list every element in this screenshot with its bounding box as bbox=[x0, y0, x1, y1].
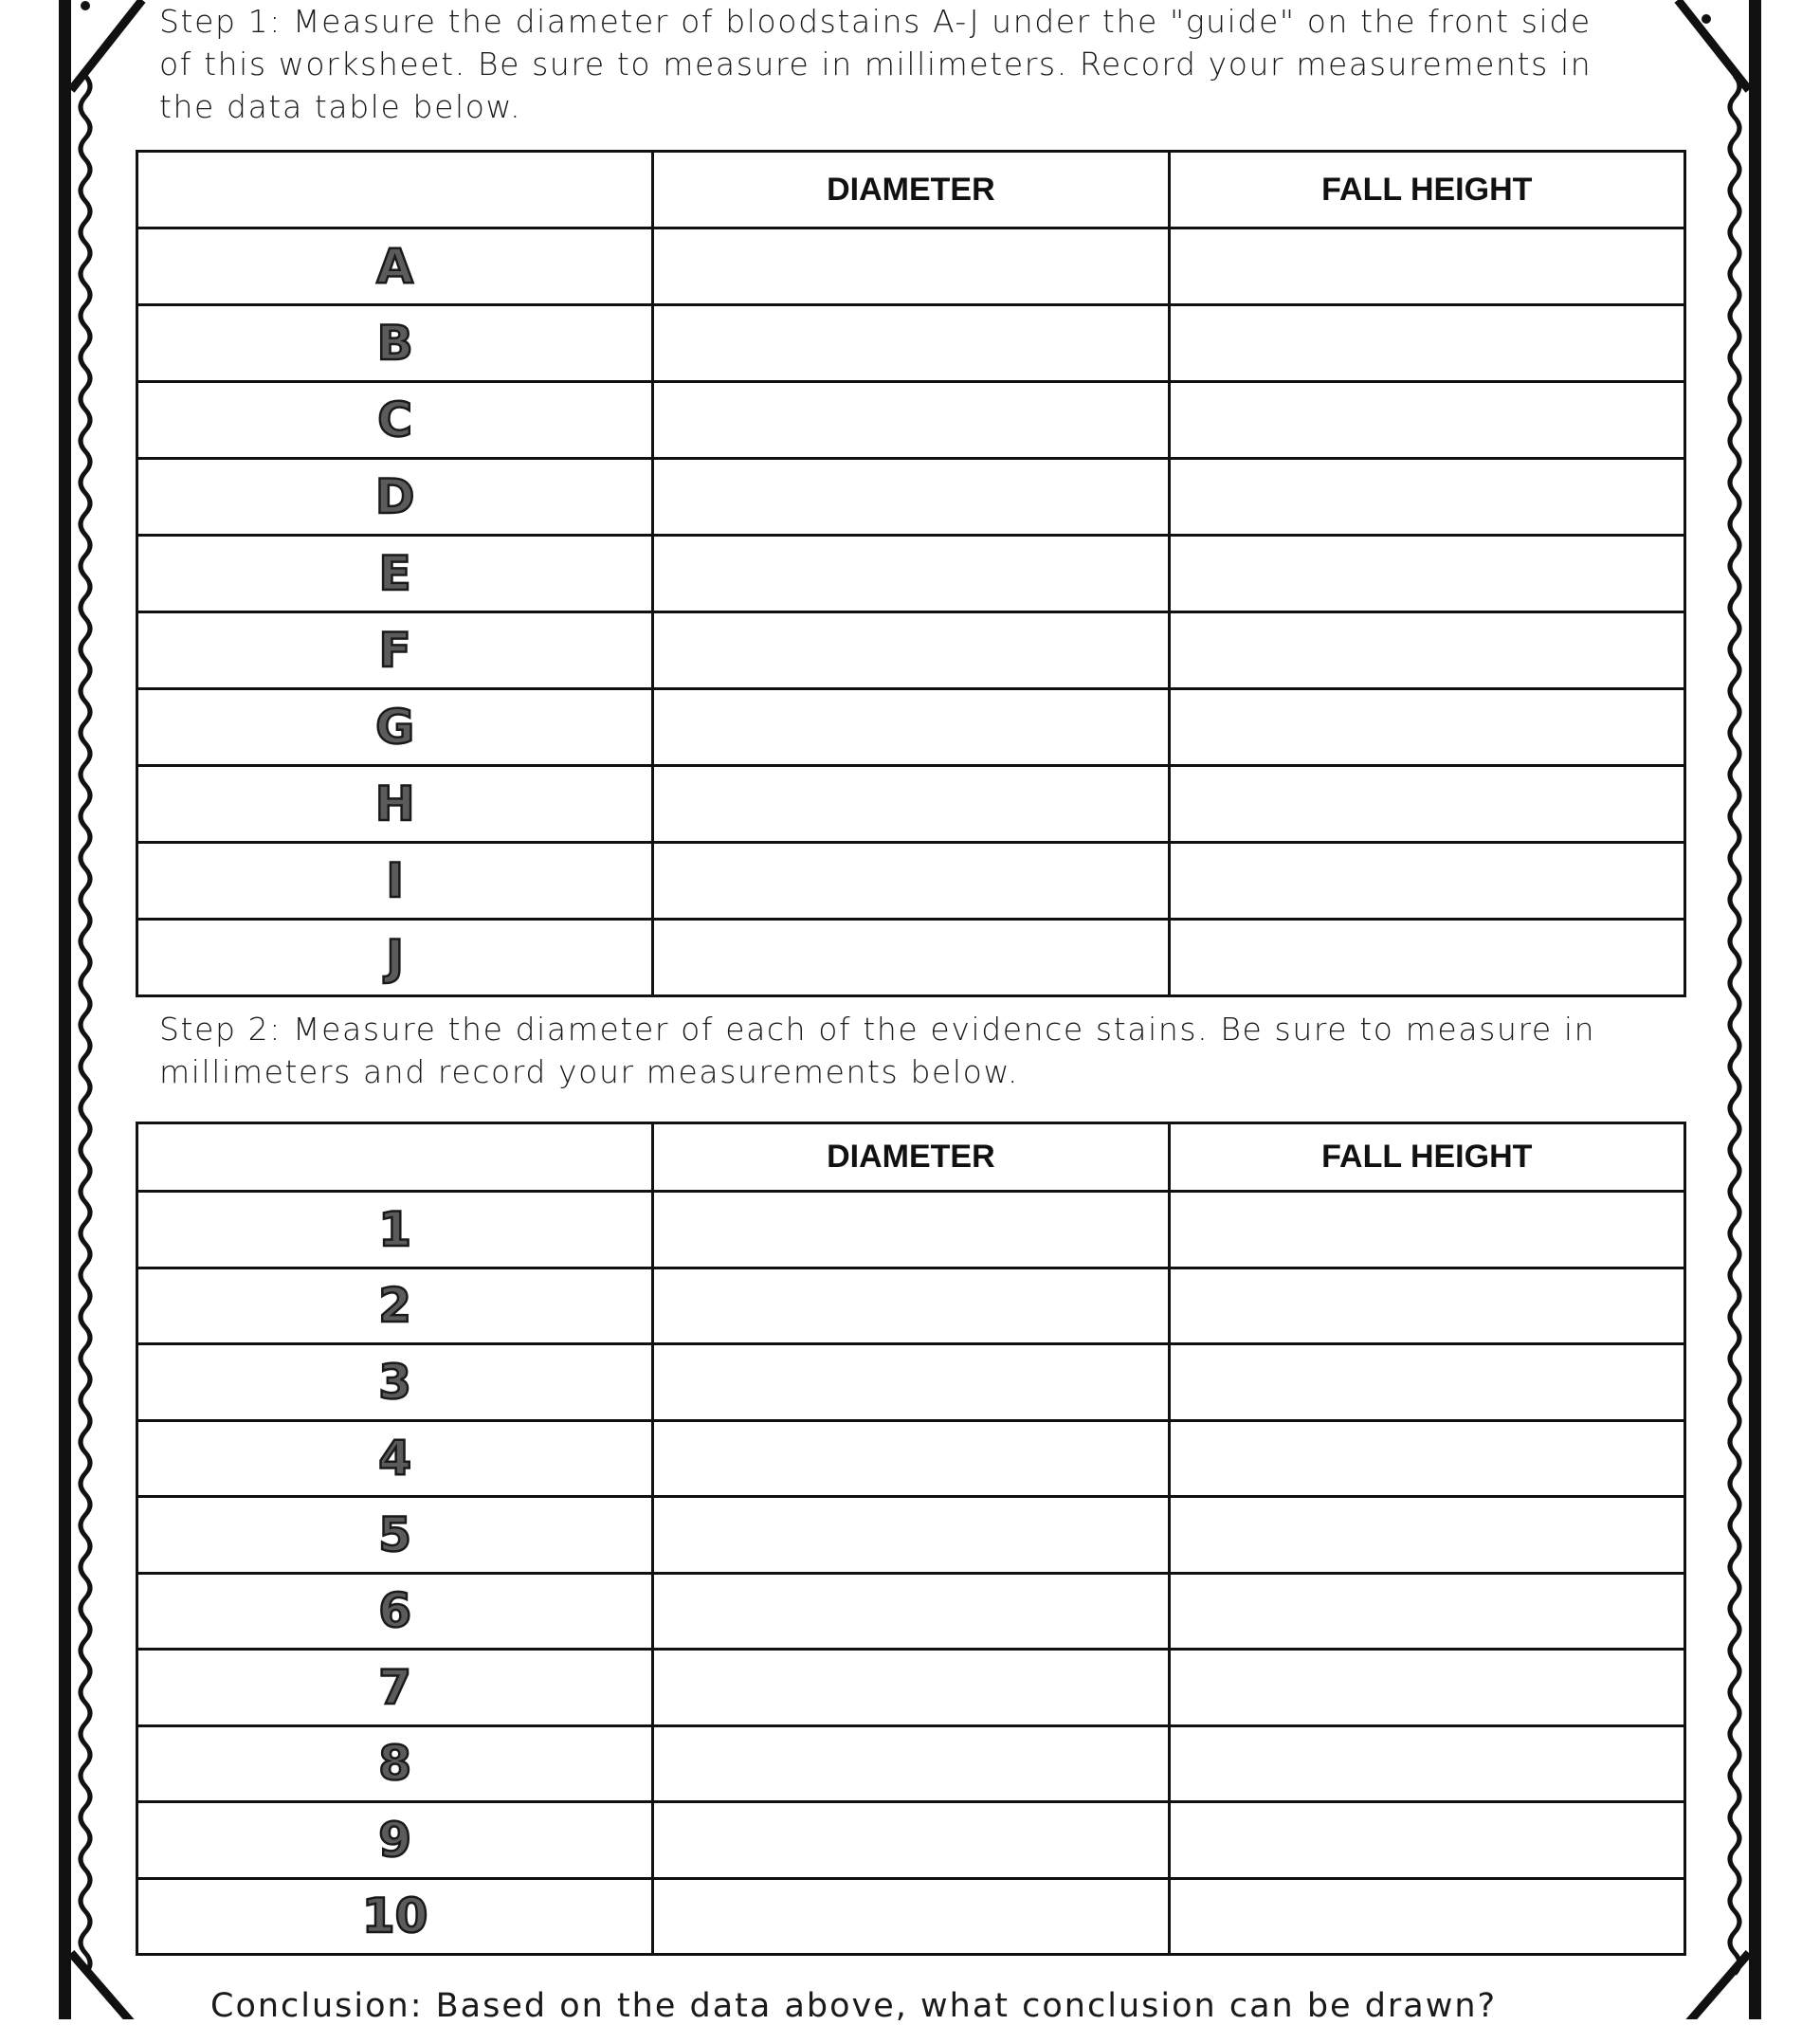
table-row bbox=[137, 228, 1685, 305]
row-label: 1 bbox=[137, 1192, 653, 1268]
table-row bbox=[137, 920, 1685, 996]
diameter-cell[interactable] bbox=[653, 1802, 1169, 1879]
row-label: H bbox=[137, 766, 653, 843]
row-label: C bbox=[137, 382, 653, 459]
row-label: 4 bbox=[137, 1420, 653, 1497]
table-row bbox=[137, 1192, 1685, 1268]
diameter-cell[interactable] bbox=[653, 920, 1169, 996]
table-header-row bbox=[137, 1123, 1685, 1192]
table-row bbox=[137, 305, 1685, 382]
row-label: D bbox=[137, 459, 653, 536]
table-row bbox=[137, 1420, 1685, 1497]
diameter-cell[interactable] bbox=[653, 1192, 1169, 1268]
fall-height-cell[interactable] bbox=[1169, 612, 1684, 689]
step-1-instructions: Step 1: Measure the diameter of bloodstains A-J under the "guide" on the front side of this worksheet. Be sure to measure in millimeters. Record your measurements in the data table below. bbox=[159, 3, 1592, 125]
diameter-cell[interactable] bbox=[653, 612, 1169, 689]
table-row bbox=[137, 766, 1685, 843]
diameter-cell[interactable] bbox=[653, 766, 1169, 843]
table-row bbox=[137, 1650, 1685, 1726]
diameter-cell[interactable] bbox=[653, 459, 1169, 536]
conclusion-prompt: Conclusion: Based on the data above, what conclusion can be drawn? bbox=[210, 1987, 1498, 2025]
table-row bbox=[137, 1802, 1685, 1879]
row-label: E bbox=[137, 536, 653, 612]
fall-height-cell[interactable] bbox=[1169, 920, 1684, 996]
header-blank-cell bbox=[137, 152, 653, 228]
row-label: 2 bbox=[137, 1268, 653, 1344]
fall-height-header: FALL HEIGHT bbox=[1169, 152, 1684, 228]
diameter-header: DIAMETER bbox=[653, 1123, 1169, 1192]
table-row bbox=[137, 459, 1685, 536]
fall-height-cell[interactable] bbox=[1169, 689, 1684, 766]
diameter-header: DIAMETER bbox=[653, 152, 1169, 228]
diameter-cell[interactable] bbox=[653, 1573, 1169, 1650]
row-label: 9 bbox=[137, 1802, 653, 1879]
table-row bbox=[137, 1497, 1685, 1574]
fall-height-cell[interactable] bbox=[1169, 1192, 1684, 1268]
row-label: 10 bbox=[137, 1878, 653, 1955]
fall-height-cell[interactable] bbox=[1169, 1725, 1684, 1802]
table-row bbox=[137, 1573, 1685, 1650]
fall-height-cell[interactable] bbox=[1169, 766, 1684, 843]
fall-height-cell[interactable] bbox=[1169, 1878, 1684, 1955]
row-label: 3 bbox=[137, 1344, 653, 1421]
table-row bbox=[137, 1725, 1685, 1802]
table-row bbox=[137, 1878, 1685, 1955]
row-label: A bbox=[137, 228, 653, 305]
row-label: B bbox=[137, 305, 653, 382]
diameter-cell[interactable] bbox=[653, 1497, 1169, 1574]
row-label: I bbox=[137, 843, 653, 920]
diameter-cell[interactable] bbox=[653, 1344, 1169, 1421]
table-header-row bbox=[137, 152, 1685, 228]
diameter-cell[interactable] bbox=[653, 1268, 1169, 1344]
fall-height-cell[interactable] bbox=[1169, 1344, 1684, 1421]
fall-height-cell[interactable] bbox=[1169, 305, 1684, 382]
fall-height-cell[interactable] bbox=[1169, 536, 1684, 612]
fall-height-cell[interactable] bbox=[1169, 843, 1684, 920]
row-label: G bbox=[137, 689, 653, 766]
table-row bbox=[137, 536, 1685, 612]
table-row bbox=[137, 382, 1685, 459]
bloodstain-measurement-table bbox=[136, 150, 1686, 997]
fall-height-cell[interactable] bbox=[1169, 1268, 1684, 1344]
fall-height-cell[interactable] bbox=[1169, 1802, 1684, 1879]
fall-height-cell[interactable] bbox=[1169, 1420, 1684, 1497]
diameter-cell[interactable] bbox=[653, 1878, 1169, 1955]
row-label: F bbox=[137, 612, 653, 689]
diameter-cell[interactable] bbox=[653, 1420, 1169, 1497]
fall-height-header: FALL HEIGHT bbox=[1169, 1123, 1684, 1192]
fall-height-cell[interactable] bbox=[1169, 1650, 1684, 1726]
fall-height-cell[interactable] bbox=[1169, 1573, 1684, 1650]
step-2-instructions: Step 2: Measure the diameter of each of the evidence stains. Be sure to measure in millimeters and record your measurements below. bbox=[159, 1011, 1596, 1090]
table-row bbox=[137, 612, 1685, 689]
table-row bbox=[137, 1268, 1685, 1344]
row-label: J bbox=[137, 920, 653, 996]
table-row bbox=[137, 843, 1685, 920]
table-row bbox=[137, 1344, 1685, 1421]
diameter-cell[interactable] bbox=[653, 382, 1169, 459]
diameter-cell[interactable] bbox=[653, 228, 1169, 305]
diameter-cell[interactable] bbox=[653, 1650, 1169, 1726]
diameter-cell[interactable] bbox=[653, 305, 1169, 382]
diameter-cell[interactable] bbox=[653, 536, 1169, 612]
evidence-stain-measurement-table bbox=[136, 1122, 1686, 1956]
diameter-cell[interactable] bbox=[653, 689, 1169, 766]
fall-height-cell[interactable] bbox=[1169, 459, 1684, 536]
fall-height-cell[interactable] bbox=[1169, 228, 1684, 305]
row-label: 7 bbox=[137, 1650, 653, 1726]
fall-height-cell[interactable] bbox=[1169, 382, 1684, 459]
fall-height-cell[interactable] bbox=[1169, 1497, 1684, 1574]
row-label: 5 bbox=[137, 1497, 653, 1574]
diameter-cell[interactable] bbox=[653, 843, 1169, 920]
row-label: 8 bbox=[137, 1725, 653, 1802]
row-label: 6 bbox=[137, 1573, 653, 1650]
diameter-cell[interactable] bbox=[653, 1725, 1169, 1802]
header-blank-cell bbox=[137, 1123, 653, 1192]
table-row bbox=[137, 689, 1685, 766]
